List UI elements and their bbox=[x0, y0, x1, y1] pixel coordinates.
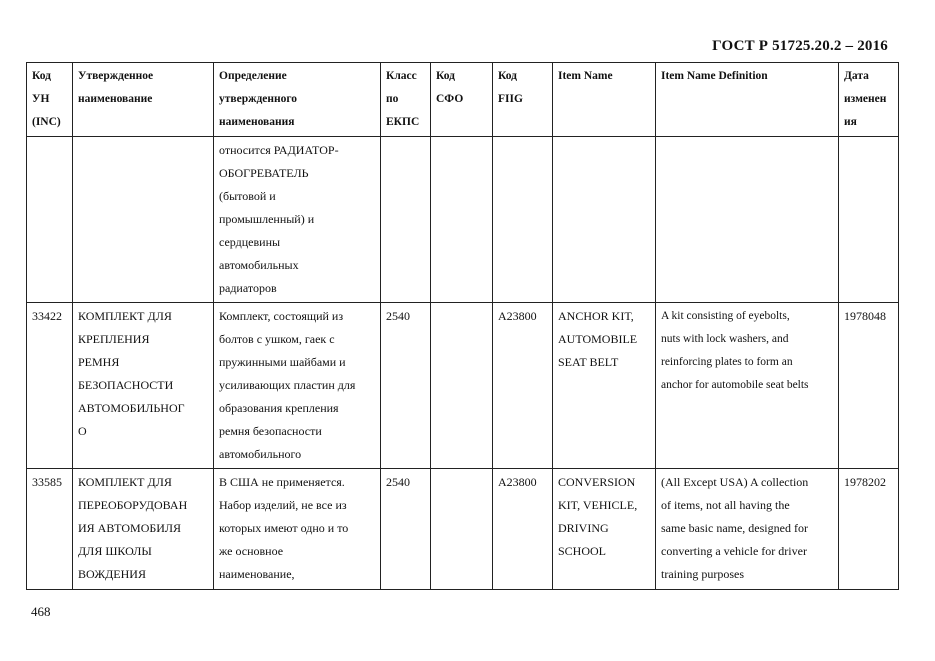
header-inc: Код УН (INC) bbox=[27, 63, 73, 137]
cell-fiig-code: A23800 bbox=[493, 303, 553, 469]
cell-item-name: CONVERSION KIT, VEHICLE, DRIVING SCHOOL bbox=[553, 469, 656, 590]
cell-item-name-definition: A kit consisting of eyebolts, nuts with lock washers, and reinforcing plates to form an anchor for automobile seat belts bbox=[656, 303, 839, 469]
header-definition: Определение утвержденного наименования bbox=[214, 63, 381, 137]
header-ekps-class: Класс по ЕКПС bbox=[381, 63, 431, 137]
cell-fiig-code bbox=[493, 137, 553, 303]
header-item-name: Item Name bbox=[553, 63, 656, 137]
table-header-row bbox=[27, 63, 899, 137]
standard-title: ГОСТ Р 51725.20.2 – 2016 bbox=[712, 38, 888, 54]
header-fiig-code: Код FIIG bbox=[493, 63, 553, 137]
cell-definition: Комплект, состоящий из болтов с ушком, гаек с пружинными шайбами и усиливающих пластин для образования крепления ремня безопасности автомобильного bbox=[214, 303, 381, 469]
cell-sfo-code bbox=[431, 303, 493, 469]
cell-fiig-code: A23800 bbox=[493, 469, 553, 590]
cell-approved-name: КОМПЛЕКТ ДЛЯ ПЕРЕОБОРУДОВАН ИЯ АВТОМОБИЛЯ ДЛЯ ШКОЛЫ ВОЖДЕНИЯ bbox=[73, 469, 214, 590]
cell-item-name-definition bbox=[656, 137, 839, 303]
cell-item-name: ANCHOR KIT, AUTOMOBILE SEAT BELT bbox=[553, 303, 656, 469]
cell-approved-name bbox=[73, 137, 214, 303]
cell-change-date: 1978048 bbox=[839, 303, 899, 469]
cell-ekps-class: 2540 bbox=[381, 303, 431, 469]
table-row bbox=[27, 303, 899, 469]
cell-definition: относится РАДИАТОР- ОБОГРЕВАТЕЛЬ (бытовой и промышленный) и сердцевины автомобильных радиаторов bbox=[214, 137, 381, 303]
table-row bbox=[27, 469, 899, 590]
header-item-name-definition: Item Name Definition bbox=[656, 63, 839, 137]
header-change-date: Дата изменен ия bbox=[839, 63, 899, 137]
cell-change-date: 1978202 bbox=[839, 469, 899, 590]
header-sfo-code: Код СФО bbox=[431, 63, 493, 137]
cell-definition: В США не применяется. Набор изделий, не все из которых имеют одно и то же основное наименование, bbox=[214, 469, 381, 590]
cell-item-name-definition: (All Except USA) A collection of items, not all having the same basic name, designed for converting a vehicle for driver training purposes bbox=[656, 469, 839, 590]
cell-inc bbox=[27, 137, 73, 303]
header-approved-name: Утвержденное наименование bbox=[73, 63, 214, 137]
cell-ekps-class bbox=[381, 137, 431, 303]
cell-inc: 33422 bbox=[27, 303, 73, 469]
cell-change-date bbox=[839, 137, 899, 303]
cell-ekps-class: 2540 bbox=[381, 469, 431, 590]
cell-approved-name: КОМПЛЕКТ ДЛЯ КРЕПЛЕНИЯ РЕМНЯ БЕЗОПАСНОСТИ АВТОМОБИЛЬНОГ О bbox=[73, 303, 214, 469]
cell-sfo-code bbox=[431, 469, 493, 590]
cell-item-name bbox=[553, 137, 656, 303]
page-number: 468 bbox=[31, 604, 51, 619]
cell-inc: 33585 bbox=[27, 469, 73, 590]
table-row bbox=[27, 137, 899, 303]
classification-table bbox=[26, 62, 899, 590]
cell-sfo-code bbox=[431, 137, 493, 303]
